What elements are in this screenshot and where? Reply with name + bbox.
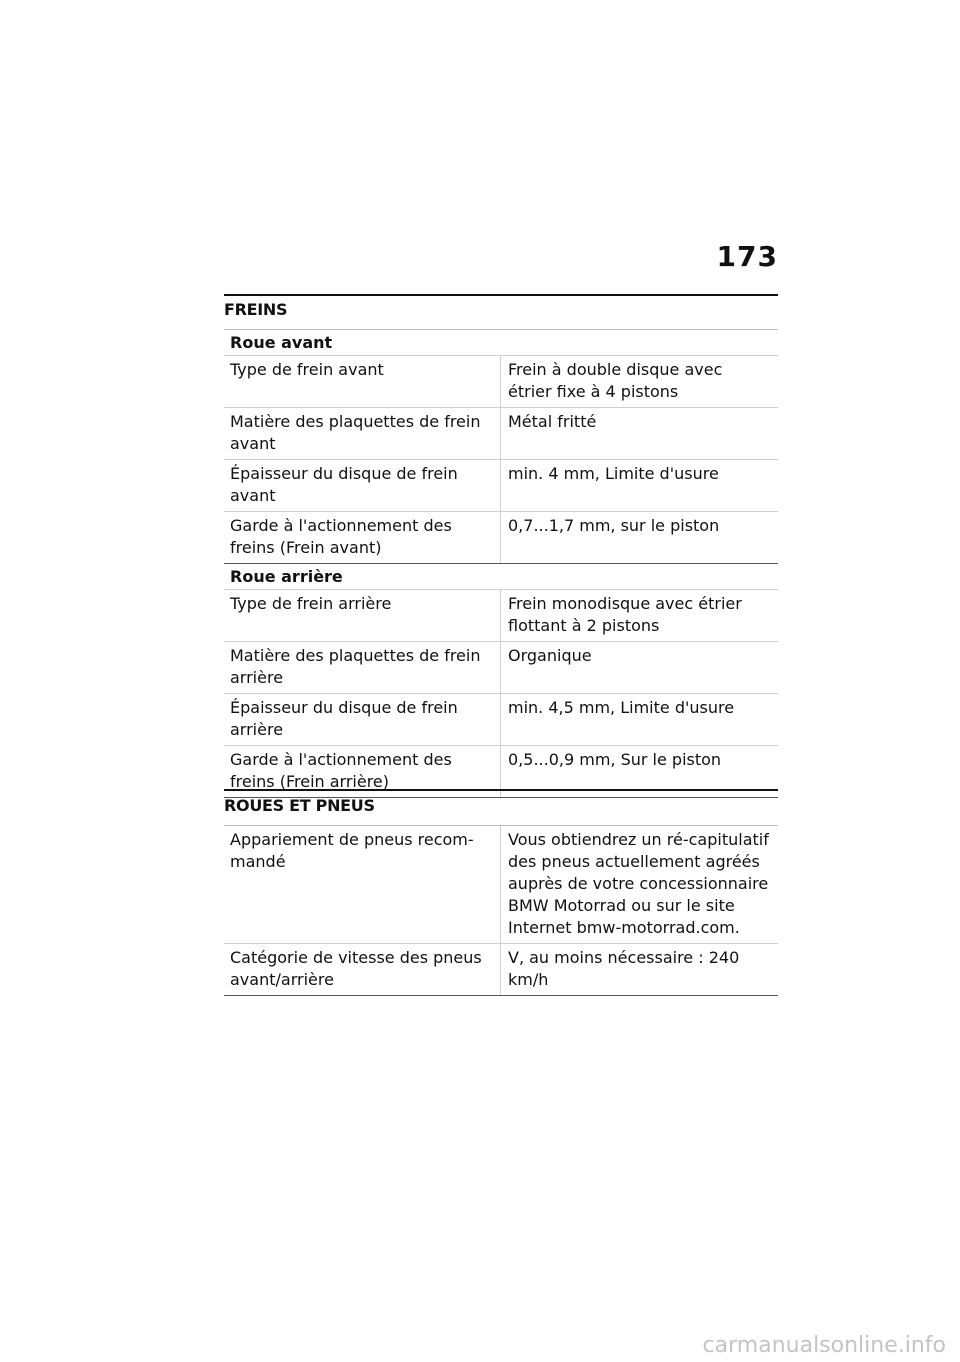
group-title-front: Roue avant [230, 333, 333, 352]
section-freins [224, 294, 778, 798]
row-value: min. 4,5 mm, Limite d'usure [508, 698, 735, 717]
row-label: Garde à l'actionnement des freins (Frein avant) [224, 512, 501, 563]
section-title: FREINS [224, 296, 778, 330]
row-value: 0,7...1,7 mm, sur le piston [508, 516, 720, 535]
row-label: Matière des plaquettes de frein arrière [224, 642, 501, 693]
table-row [224, 511, 778, 564]
table-row [224, 641, 778, 693]
row-value: Frein à double disque avec étrier fixe à 4 pistons [508, 360, 723, 401]
group-title-rear: Roue arrière [230, 567, 343, 586]
row-label: Appariement de pneus recom-mandé [224, 826, 501, 943]
table-row [224, 407, 778, 459]
row-label: Matière des plaquettes de frein avant [224, 408, 501, 459]
row-label: Épaisseur du disque de frein arrière [224, 694, 501, 745]
row-label: Garde à l'actionnement des freins (Frein arrière) [224, 746, 501, 797]
row-value: Organique [508, 646, 592, 665]
section-title: ROUES ET PNEUS [224, 791, 778, 826]
page-number: 173 [716, 240, 778, 273]
row-label: Type de frein avant [224, 356, 501, 407]
row-label: Épaisseur du disque de frein avant [224, 460, 501, 511]
row-label: Catégorie de vitesse des pneus avant/arrière [224, 944, 501, 995]
table-row [224, 826, 778, 943]
table-row [224, 589, 778, 641]
row-value: Vous obtiendrez un ré-capitulatif des pneus actuellement agréés auprès de votre concessionnaire BMW Motorrad ou sur le site Internet bmw-motorrad.com. [508, 830, 769, 937]
watermark: carmanualsonline.info [702, 1333, 946, 1358]
table-row [224, 355, 778, 407]
row-value: Frein monodisque avec étrier flottant à 2 pistons [508, 594, 742, 635]
row-value: V, au moins nécessaire : 240 km/h [508, 948, 740, 989]
table-row [224, 459, 778, 511]
row-value: min. 4 mm, Limite d'usure [508, 464, 719, 483]
section-roues [224, 789, 778, 996]
row-value: 0,5...0,9 mm, Sur le piston [508, 750, 722, 769]
row-label: Type de frein arrière [224, 590, 501, 641]
table-row [224, 693, 778, 745]
row-value: Métal fritté [508, 412, 597, 431]
table-row [224, 943, 778, 996]
